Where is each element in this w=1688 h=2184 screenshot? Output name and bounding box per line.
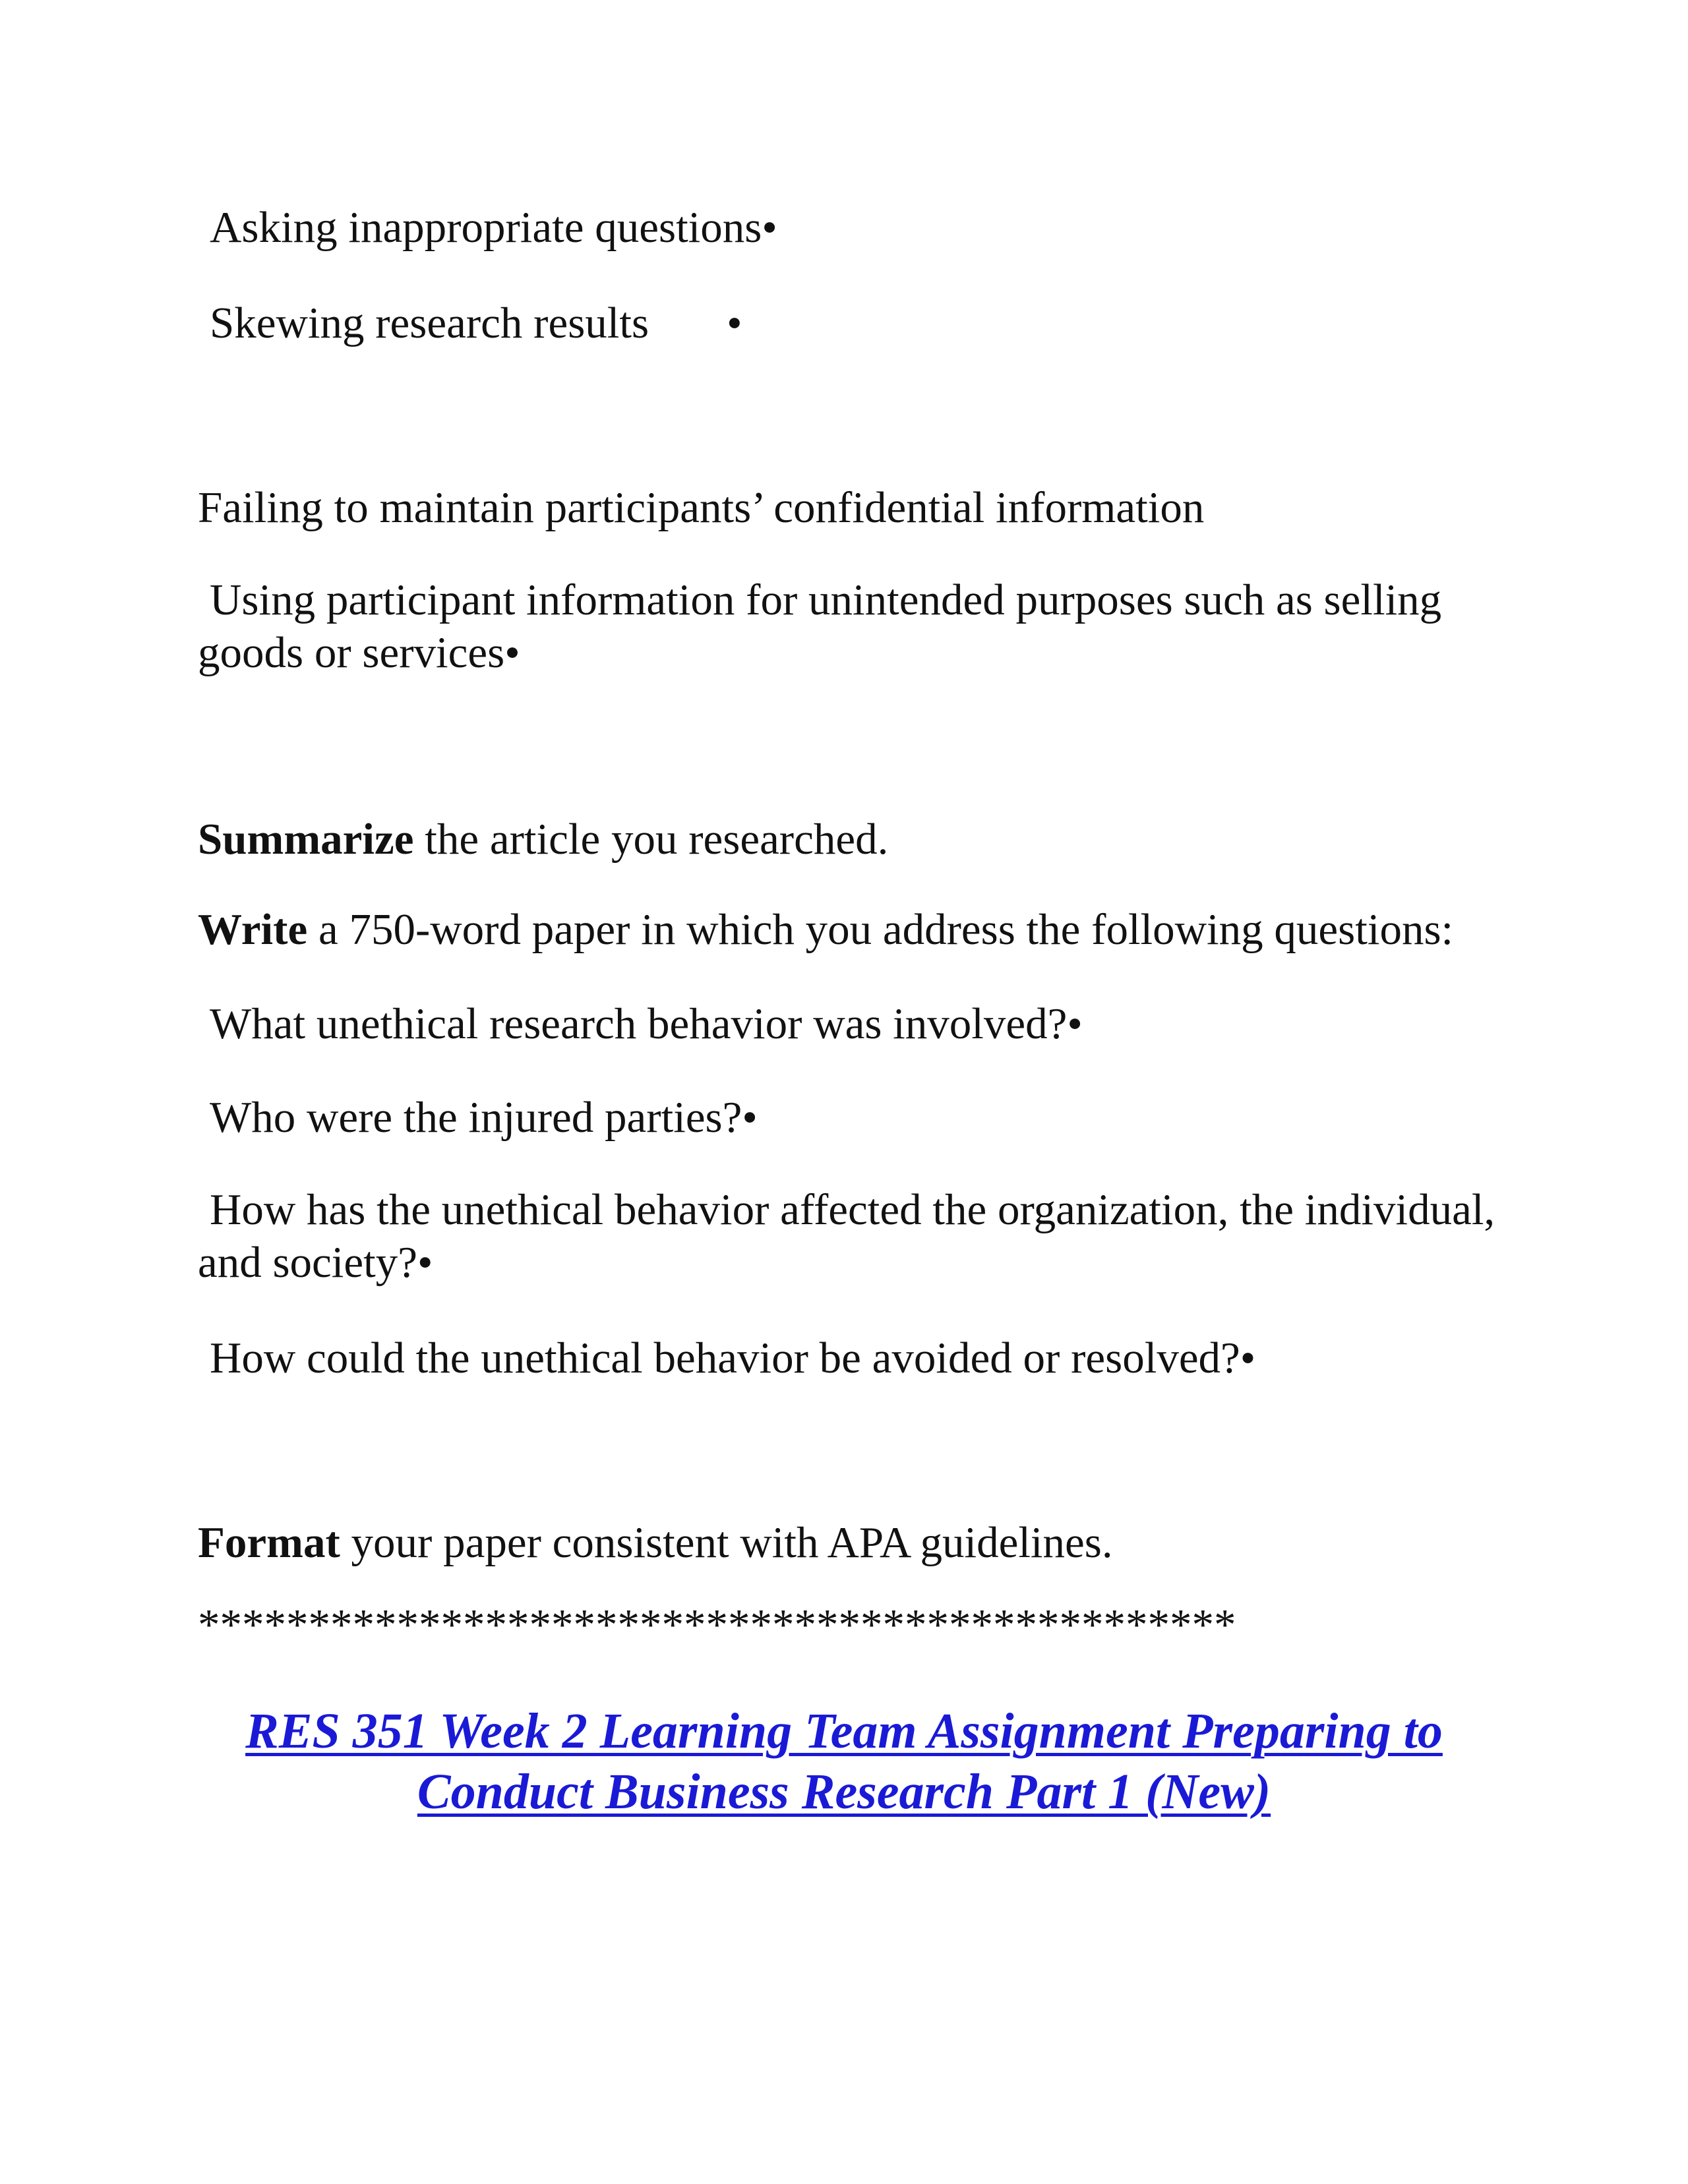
assignment-link-line-2: Conduct Business Research Part 1 (New) [417, 1764, 1271, 1819]
bullet-icon: • [742, 1093, 758, 1142]
bullet-icon: • [1240, 1334, 1256, 1382]
bullet-text: Asking inappropriate questions [210, 203, 762, 252]
question-text: and society? [198, 1238, 418, 1287]
format-keyword: Format [198, 1518, 340, 1567]
bullet-icon: • [1067, 999, 1083, 1048]
question-text: How could the unethical behavior be avoided or resolved? [210, 1334, 1240, 1382]
write-text: a 750-word paper in which you address the following questions: [307, 905, 1454, 954]
question-text: Who were the injured parties? [210, 1093, 742, 1142]
assignment-link-block [152, 1701, 1536, 1822]
bullet-icon: • [504, 628, 520, 677]
write-keyword: Write [198, 905, 308, 954]
participant-info-line-1: Using participant information for unintended purposes such as selling [210, 576, 1442, 624]
format-instruction [198, 1516, 1517, 1569]
question-affected-line-1: How has the unethical behavior affected the organization, the individual, [210, 1185, 1495, 1234]
bullet-item-asking [210, 201, 1528, 254]
format-text: your paper consistent with APA guidelines. [340, 1518, 1113, 1567]
bullet-text: Skewing research results [210, 299, 649, 347]
bullet-item-skewing [210, 297, 1528, 349]
participant-info-line-2 [198, 626, 1517, 679]
bullet-icon: • [727, 299, 742, 347]
assignment-link-line-1: RES 351 Week 2 Learning Team Assignment Preparing to [245, 1703, 1443, 1759]
write-instruction [198, 903, 1517, 956]
question-affected-line-2 [198, 1236, 1517, 1289]
bullet-icon: • [762, 203, 777, 252]
assignment-link[interactable] [245, 1703, 1443, 1819]
bullet-icon: • [417, 1238, 433, 1287]
asterisk-separator: *********************************************** [198, 1601, 1236, 1649]
question-injured [210, 1091, 1528, 1144]
summarize-keyword: Summarize [198, 815, 414, 864]
question-text: What unethical research behavior was involved? [210, 999, 1068, 1048]
question-avoided [210, 1332, 1528, 1384]
summarize-instruction [198, 813, 1517, 866]
confidential-line: Failing to maintain participants’ confidential information [198, 483, 1205, 532]
summarize-text: the article you researched. [413, 815, 889, 864]
question-behavior [210, 997, 1528, 1050]
participant-info-text: goods or services [198, 628, 505, 677]
